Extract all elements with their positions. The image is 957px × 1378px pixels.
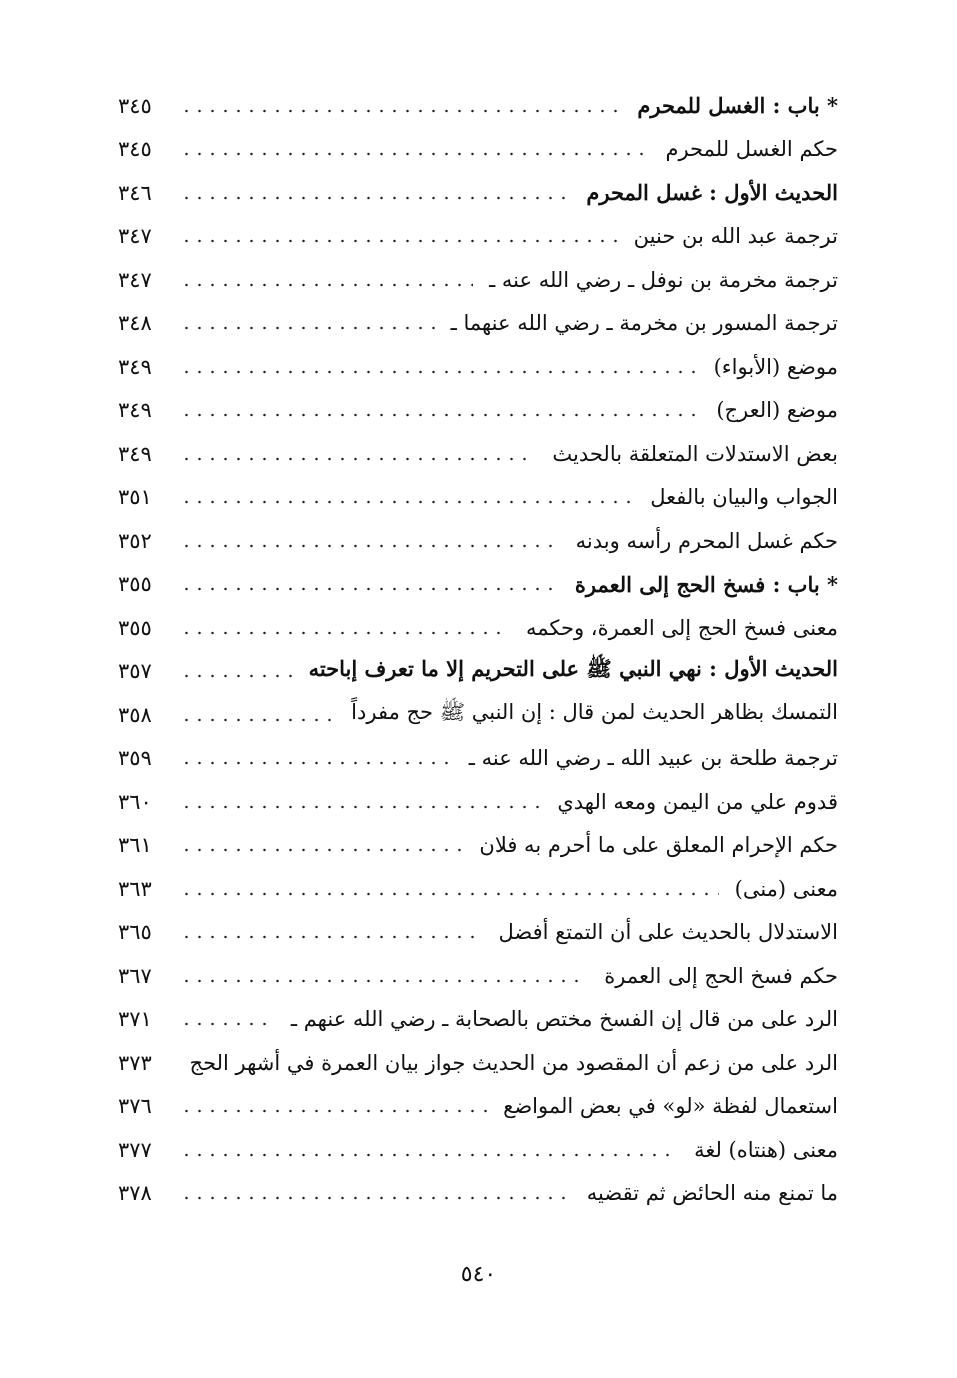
toc-entry-title: الجواب والبيان بالفعل [640, 485, 838, 509]
dot-leader [180, 761, 453, 765]
toc-entry-page: ٣٥٩ [118, 746, 152, 771]
toc-entry-title: معنى (هنتاه) لغة [684, 1138, 838, 1162]
dot-leader [180, 370, 698, 374]
toc-entry [118, 998, 838, 1042]
toc-entry-page: ٣٤٧ [118, 267, 152, 292]
toc-entry-page: ٣٧٨ [118, 1181, 152, 1206]
toc-entry-title: الاستدلال بالحديث على أن التمتع أفضل [488, 920, 838, 944]
toc-entry-title: قدوم علي من اليمن ومعه الهدي [547, 790, 838, 814]
toc-entry-page: ٣٧٦ [118, 1094, 152, 1119]
toc-entry-title: * باب : فسخ الحج إلى العمرة [565, 572, 838, 597]
toc-entry-title: ترجمة مخرمة بن نوفل ـ رضي الله عنه ـ [479, 268, 838, 292]
dot-leader [180, 979, 588, 983]
toc-entry [118, 258, 838, 302]
toc-entry-title: الرد على من زعم أن المقصود من الحديث جواز بيان العمرة في أشهر الحج [180, 1051, 838, 1075]
toc-entry-page: ٣٤٩ [118, 441, 152, 466]
toc-entry-page: ٣٤٧ [118, 224, 152, 249]
toc-entry-page: ٣٤٦ [118, 180, 152, 205]
dot-leader [180, 326, 435, 330]
toc-entry-title: ترجمة المسور بن مخرمة ـ رضي الله عنهما ـ [441, 311, 838, 335]
toc-entry [118, 84, 838, 128]
toc-entry-page: ٣٥٨ [118, 702, 152, 727]
dot-leader [180, 283, 473, 287]
toc-entry [118, 693, 838, 737]
toc-entry-title: بعض الاستدلات المتعلقة بالحديث [542, 442, 838, 466]
dot-leader [180, 718, 335, 722]
toc-entry-page: ٣٤٩ [118, 398, 152, 423]
toc-entry [118, 737, 838, 781]
dot-leader [180, 892, 719, 896]
toc-entry [118, 389, 838, 433]
dot-leader [180, 631, 510, 635]
dot-leader [180, 109, 621, 113]
toc-entry-page: ٣٦٣ [118, 876, 152, 901]
dot-leader [180, 413, 700, 417]
toc-entry [118, 824, 838, 868]
dot-leader [180, 935, 482, 939]
toc-entry-page: ٣٥٧ [118, 659, 152, 684]
dot-leader [180, 587, 559, 591]
toc-entry-page: ٣٥٢ [118, 528, 152, 553]
toc-entry [118, 128, 838, 172]
toc-entry [118, 215, 838, 259]
toc-entry [118, 1041, 838, 1085]
toc-entry-page: ٣٦٧ [118, 963, 152, 988]
toc-entry [118, 954, 838, 998]
toc-entry [118, 432, 838, 476]
dot-leader [180, 544, 560, 548]
toc-entry-page: ٣٧٧ [118, 1137, 152, 1162]
toc-entry-title: ترجمة طلحة بن عبيد الله ـ رضي الله عنه ـ [459, 746, 838, 770]
toc-entry-page: ٣٧١ [118, 1007, 152, 1032]
toc-entry-page: ٣٥١ [118, 485, 152, 510]
toc-entry-page: ٣٤٥ [118, 93, 152, 118]
toc-entry [118, 563, 838, 607]
dot-leader [180, 1153, 678, 1157]
toc-entry-title: التمسك بظاهر الحديث لمن قال : إن النبي ﷺ حج مفرداً [341, 699, 838, 730]
toc-entry-title: حكم غسل المحرم رأسه وبدنه [566, 529, 838, 553]
toc-entry [118, 519, 838, 563]
toc-entry-title: معنى (منى) [725, 877, 838, 901]
toc-entry [118, 1172, 838, 1216]
toc-entry-title: الحديث الأول : غسل المحرم [576, 180, 838, 205]
toc-entry-title: استعمال لفظة «لو» في بعض المواضع [493, 1094, 838, 1118]
toc-entry [118, 606, 838, 650]
toc-entry [118, 780, 838, 824]
toc-entry-page: ٣٤٨ [118, 311, 152, 336]
toc-entry-title: حكم الغسل للمحرم [655, 137, 838, 161]
dot-leader [180, 674, 293, 678]
toc-entry [118, 911, 838, 955]
toc-entry-title: الرد على من قال إن الفسخ مختص بالصحابة ـ رضي الله عنهم ـ [281, 1007, 838, 1031]
toc-entry-title: * باب : الغسل للمحرم [627, 93, 838, 118]
toc-entry [118, 1128, 838, 1172]
dot-leader [180, 500, 634, 504]
toc-entry [118, 867, 838, 911]
toc-entry [118, 345, 838, 389]
dot-leader [180, 196, 570, 200]
dot-leader [180, 1022, 275, 1026]
table-of-contents [118, 84, 838, 1215]
toc-entry-title: الحديث الأول : نهي النبي ﷺ على التحريم إلا ما تعرف إباحته [299, 656, 838, 687]
dot-leader [180, 805, 541, 809]
toc-entry-title: حكم فسخ الحج إلى العمرة [594, 964, 838, 988]
dot-leader [180, 1109, 487, 1113]
toc-entry-page: ٣٧٣ [118, 1050, 152, 1075]
toc-entry-page: ٣٦٠ [118, 789, 152, 814]
dot-leader [180, 239, 618, 243]
toc-entry-title: ما تمنع منه الحائض ثم تقضيه [577, 1181, 838, 1205]
toc-entry-title: معنى فسخ الحج إلى العمرة، وحكمه [516, 616, 838, 640]
toc-entry [118, 650, 838, 694]
toc-entry-page: ٣٤٥ [118, 137, 152, 162]
toc-entry [118, 171, 838, 215]
page-number-footer: ٥٤٠ [460, 1262, 497, 1287]
toc-entry-page: ٣٥٥ [118, 572, 152, 597]
toc-entry-page: ٣٦١ [118, 833, 152, 858]
dot-leader [180, 1196, 571, 1200]
toc-entry-title: موضع (الأبواء) [704, 355, 838, 379]
toc-entry-title: حكم الإحرام المعلق على ما أحرم به فلان [469, 833, 838, 857]
toc-entry-page: ٣٦٥ [118, 920, 152, 945]
toc-entry [118, 302, 838, 346]
toc-entry-page: ٣٥٥ [118, 615, 152, 640]
toc-entry [118, 1085, 838, 1129]
toc-entry-title: ترجمة عبد الله بن حنين [624, 224, 838, 248]
dot-leader [180, 848, 463, 852]
toc-entry-page: ٣٤٩ [118, 354, 152, 379]
dot-leader [180, 457, 536, 461]
toc-entry-title: موضع (العرج) [706, 398, 838, 422]
toc-entry [118, 476, 838, 520]
dot-leader [180, 152, 649, 156]
